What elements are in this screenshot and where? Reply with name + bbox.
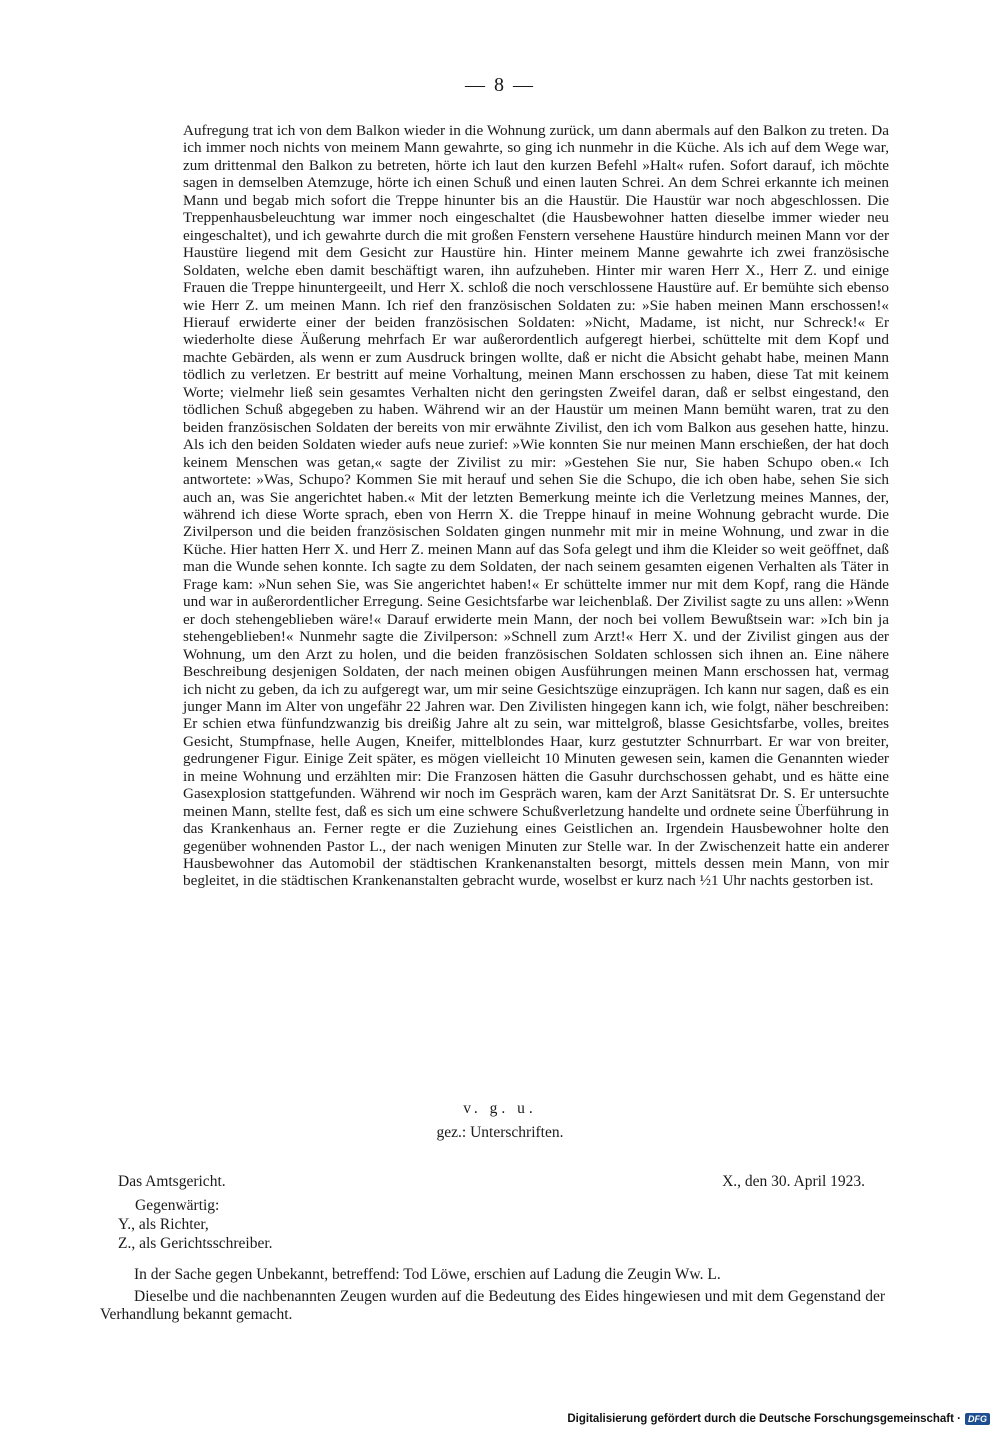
testimony-text: Aufregung trat ich von dem Balkon wieder in die Wohnung zurück, um dann abermals auf den Balkon zu treten. Da ich immer noch nichts von meinem Mann gewahrte, so ging ich nunmehr in die Küche. Als ich auf dem Wege war, zum drittenmal den Balkon zu betreten, hörte ich laut den kurzen Befehl »Halt« rufen. Sofort darauf, ich möchte sagen in demselben Atemzuge, hörte ich einen Schuß und einen lauten Schrei. An dem Schrei erkannte ich meinen Mann und begab mich sofort die Treppe hinunter bis an die Haustür. Die Haustür war noch abgeschlossen. Die Treppenhausbeleuchtung war immer noch eingeschaltet (die Hausbewohner hatten dieselbe immer wieder neu eingeschaltet), und ich gewahrte durch die mit großen Fenstern versehene Haustüre hindurch meinen Mann vor der Haustüre liegend mit dem Gesicht zur Haustüre hin. Hinter meinem Manne gewahrte ich zwei französische Soldaten, welche eben damit beschäftigt waren, ihn aufzuheben. Hinter mir waren Herr X., Herr Z. und einige Frauen die Treppe hinuntergeeilt, und Herr X. schloß die noch verschlossene Haustüre auf. Er bemühte sich ebenso wie Herr Z. um meinen Mann. Ich rief den französischen Soldaten zu: »Sie haben meinen Mann erschossen!« Hierauf erwiderte einer der beiden französischen Soldaten: »Nicht, Madame, ist nicht, nur Schreck!« Er wiederholte diese Äußerung mehrfach Er war außerordentlich aufgeregt hierbei, schüttelte mit dem Kopf und machte Gebärden, als wenn er zum Ausdruck bringen wollte, daß er nicht die Absicht gehabt habe, meinen Mann tödlich zu verletzen. Er bestritt auf meine Vorhaltung, meinen Mann erschossen zu haben, diese Tat mit keinem Worte; vielmehr ließ sein gesamtes Verhalten nicht den geringsten Zweifel daran, daß er selbst eingestand, den tödlichen Schuß abgegeben zu haben. Während wir an der Haustür um meinen Mann bemüht waren, trat zu den beiden französischen Soldaten der bereits von mir erwähnte Zivilist, den ich vom Balkon aus gesehen hatte, hinzu. Als ich den beiden Soldaten wieder aufs neue zurief: »Wie konnten Sie nur meinen Mann erschießen, der hat doch keinem Menschen was getan,« sagte der Zivilist zu mir: »Gestehen Sie nur, Sie haben Schupo oben.« Ich antwortete: »Was, Schupo? Kommen Sie mit herauf und sehen Sie die Schupo, die ich oben habe, sehen Sie sich auch an, was Sie angerichtet haben.« Mit der letzten Bemerkung meinte ich die Verletzung meines Mannes, der, während ich diese Worte sprach, eben von Herrn X. die Treppe hinauf in meine Wohnung gebracht wurde. Die Zivilperson und die beiden französischen Soldaten gingen nunmehr mit mir in meine Wohnung, und zwar in die Küche. Hier hatten Herr X. und Herr Z. meinen Mann auf das Sofa gelegt und ihm die Kleider so weit geöffnet, daß man die Wunde sehen konnte. Ich sagte zu dem Soldaten, der nach seinem gesamten eigenen Verhalten als Täter in Frage kam: »Nun sehen Sie, was Sie angerichtet haben!« Er schüttelte immer nur mit dem Kopf, rang die Hände und war in außerordentlicher Erregung. Seine Gesichtsfarbe war leichenblaß. Der Zivilist sagte zu uns allen: »Wenn er doch stehengeblieben wäre!« Darauf erwiderte mein Mann, der noch bei vollem Bewußtsein war: »Ich bin ja stehengeblieben!« Nunmehr sagte die Zivilperson: »Schnell zum Arzt!« Herr X. und der Zivilist gingen aus der Wohnung, um den Arzt zu holen, und die beiden französischen Soldaten schlossen sich ihnen an. Eine nähere Beschreibung desjenigen Soldaten, der nach meinen obigen Ausführungen meinen Mann erschossen hat, vermag ich nicht zu geben, da ich zu aufgeregt war, um mir seine Gesichtszüge einzuprägen. Ich kann nur sagen, daß es ein junger Mann im Alter von ungefähr 22 Jahren war. Den Zivilisten hingegen kann ich, wie folgt, näher beschreiben: Er schien etwa fünfundzwanzig bis dreißig Jahre alt zu sein, war mittelgroß, blasse Gesichtsfarbe, volles, breites Gesicht, Stumpfnase, helle Augen, Kneifer, mittelblondes Haar, kurz gestutzter Schnurrbart. Er war von breiter, gedrungener Figur. Einige Zeit später, es mögen vielleicht 10 Minuten gewesen sein, kamen die Genannten wieder in meine Wohnung und erzählten mir: Die Franzosen hätten die Gasuhr durchschossen gehabt, und es hätte eine Gasexplosion stattgefunden. Während wir noch im Gespräch waren, kam der Arzt Sanitätsrat Dr. S. Er untersuchte meinen Mann, stellte fest, daß es sich um eine schwere Schußverletzung handelte und ordnete seine Überführung in das Krankenhaus an. Ferner regte er die Zuziehung eines Geistlichen an. Irgendein Hausbewohner holte den gegenüber wohnenden Pastor L., der nach wenigen Minuten zur Stelle war. In der Zwischenzeit hatte ein anderer Hausbewohner das Automobil der städtischen Krankenanstalten besorgt, mittels dessen mein Mann, von mir begleitet, in die städtischen Krankenanstalten gebracht wurde, woselbst er kurz nach ½1 Uhr nachts gestorben ist. [183,122,889,890]
oath-paragraph: Dieselbe und die nachbenannten Zeugen wurden auf die Bedeutung des Eides hingewiesen und mit dem Gegenstand der Verhandlung bekannt gemacht. [100,1288,885,1323]
footer-text: Digitalisierung gefördert durch die Deutsche Forschungsgemeinschaft · [567,1413,961,1425]
court-name: Das Amtsgericht. [118,1173,226,1190]
signatures-note: gez.: Unterschriften. [436,1124,564,1141]
case-paragraph: In der Sache gegen Unbekannt, betreffend: Tod Löwe, erschien auf Ladung die Zeugin Ww. L. [134,1266,721,1283]
dfg-logo-icon: DFG [965,1413,990,1425]
page-number: — 8 — [465,74,535,96]
clerk-line: Z., als Gerichtsschreiber. [118,1235,273,1252]
vgu-note: v. g. u. [463,1100,537,1117]
digitization-footer [567,1413,990,1425]
present-label: Gegenwärtig: [135,1197,220,1214]
judge-line: Y., als Richter, [118,1216,209,1233]
court-date: X., den 30. April 1923. [722,1173,865,1190]
